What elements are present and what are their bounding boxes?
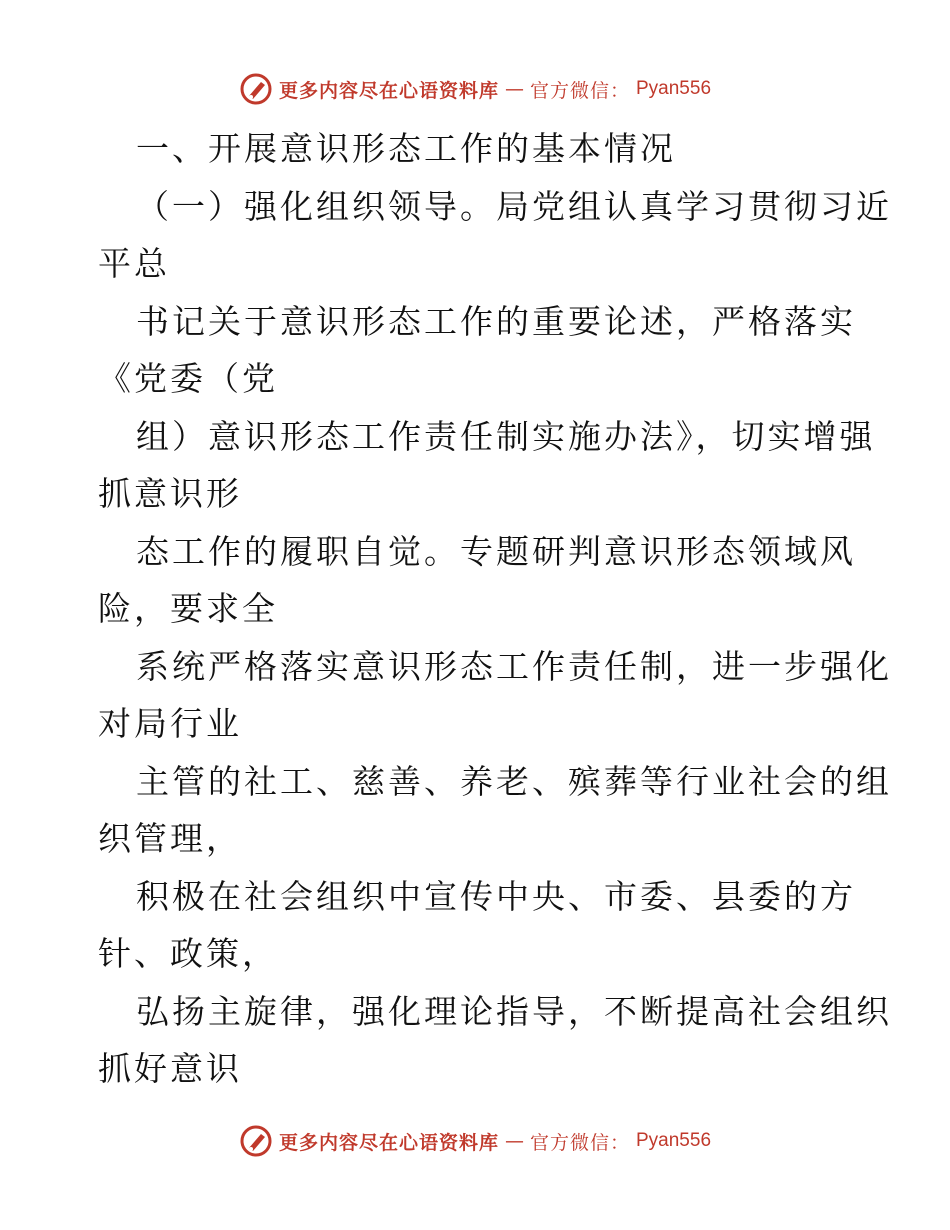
text-line: 态工作的履职自觉。专题研判意识形态领域风 [136, 531, 856, 571]
watermark-main-text: 更多内容尽在心语资料库 [278, 79, 499, 102]
watermark-main-text: 更多内容尽在心语资料库 [278, 1131, 499, 1154]
text-line: 系统严格落实意识形态工作责任制，进一步强化 [136, 646, 892, 686]
watermark-wechat-id: Pyan556 [636, 78, 712, 99]
text-line: 织管理， [98, 819, 242, 858]
text-line: 组）意识形态工作责任制实施办法》，切实增强 [136, 416, 876, 456]
watermark-wechat-id: Pyan556 [636, 1130, 712, 1151]
text-line: 一、开展意识形态工作的基本情况 [136, 129, 676, 168]
text-line: 书记关于意识形态工作的重要论述，严格落实 [136, 301, 856, 341]
text-line: 积极在社会组织中宣传中央、市委、县委的方 [136, 876, 856, 916]
watermark-dash: — [504, 1130, 524, 1152]
text-line: 《党委（党 [98, 359, 278, 398]
text-line: （一）强化组织领导。局党组认真学习贯彻习近 [136, 186, 892, 226]
watermark-sub-text: 官方微信： [529, 1131, 630, 1154]
footer-watermark [0, 1124, 950, 1158]
pen-logo-icon [239, 72, 273, 106]
text-line: 针、政策， [98, 934, 278, 973]
text-line: 主管的社工、慈善、养老、殡葬等行业社会的组 [136, 761, 892, 801]
text-line: 抓意识形 [98, 474, 242, 513]
document-body [98, 120, 892, 1098]
text-line: 弘扬主旋律，强化理论指导，不断提高社会组织 [136, 991, 892, 1031]
text-line: 险，要求全 [98, 589, 278, 628]
watermark-dash: — [504, 78, 524, 100]
pen-logo-icon [239, 1124, 273, 1158]
text-line: 抓好意识 [98, 1049, 242, 1088]
header-watermark [0, 72, 950, 106]
text-line: 平总 [98, 244, 170, 283]
watermark-sub-text: 官方微信： [529, 79, 630, 102]
text-line: 对局行业 [98, 704, 242, 743]
